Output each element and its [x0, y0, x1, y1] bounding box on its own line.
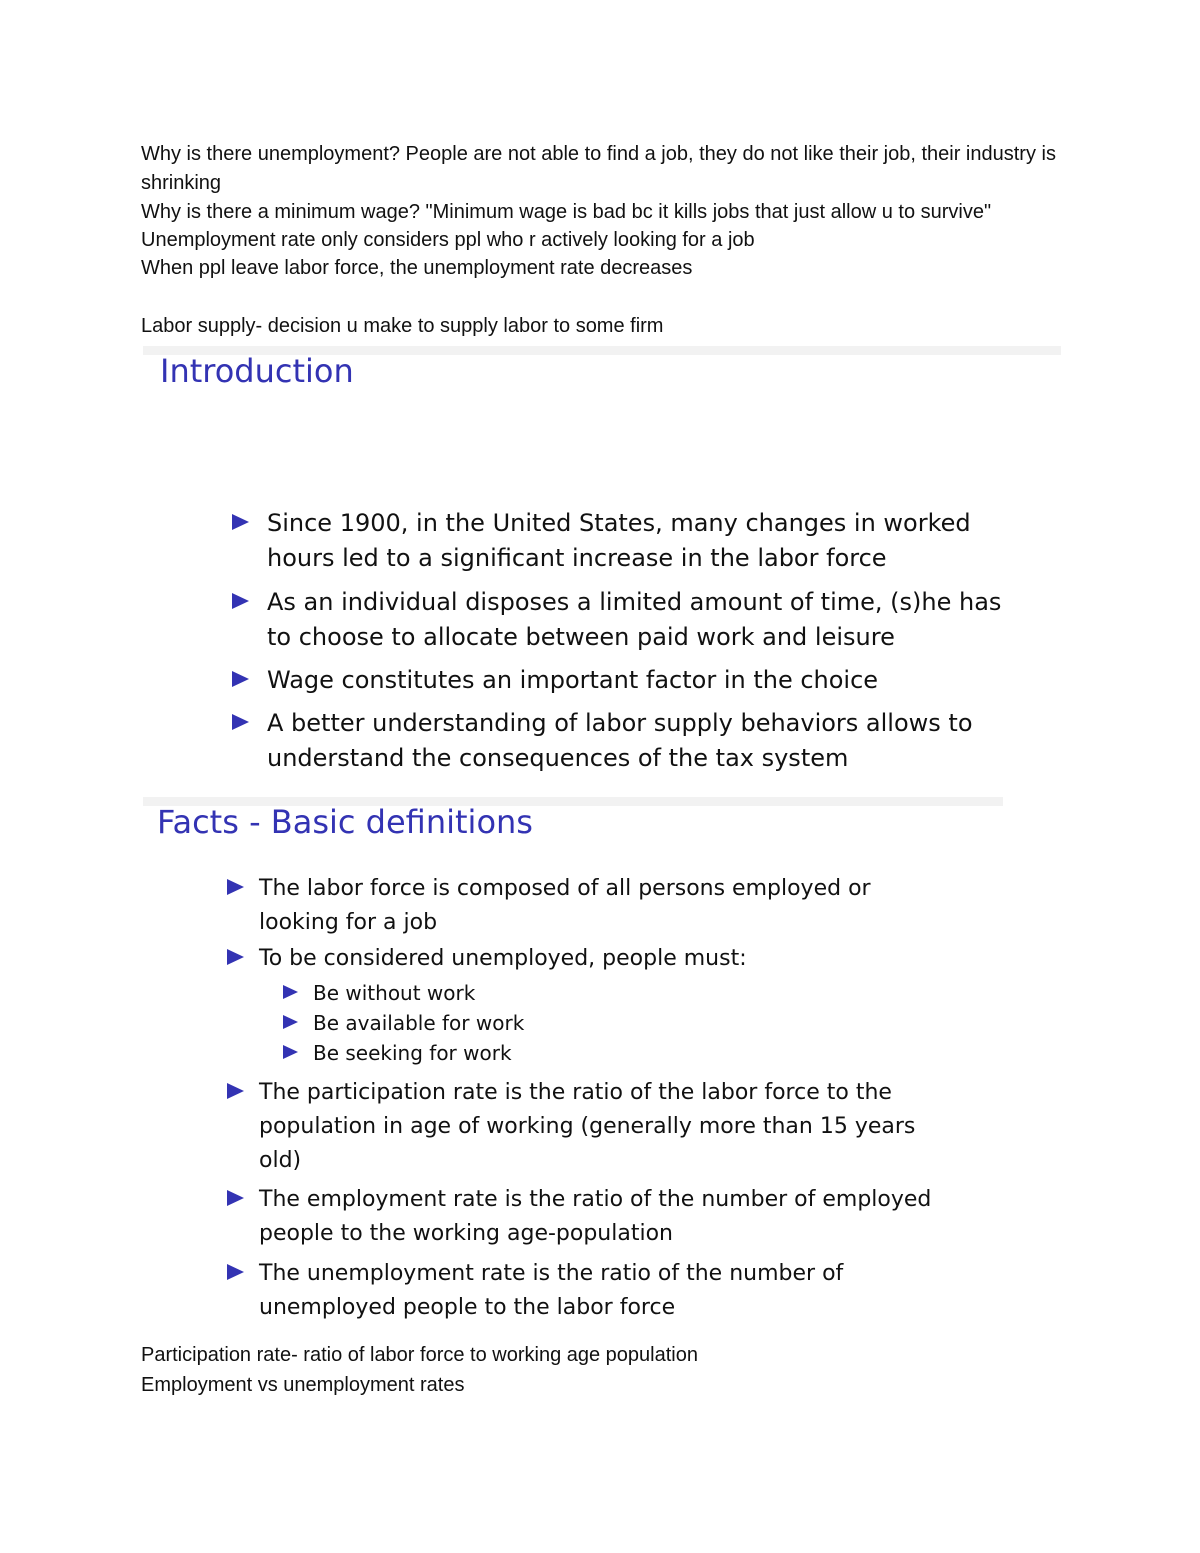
bullet-triangle-icon	[232, 593, 249, 609]
sub-bullet-triangle-icon	[283, 1015, 298, 1029]
slide-bullet: To be considered unemployed, people must:	[259, 946, 747, 971]
sub-bullet-triangle-icon	[283, 1045, 298, 1059]
slide-sub-bullet: Be available for work	[313, 1011, 525, 1035]
bullet-triangle-icon	[232, 714, 249, 730]
slide-title: Facts - Basic definitions	[157, 803, 533, 841]
note-line: Participation rate- ratio of labor force to working age population	[141, 1344, 698, 1366]
note-line: Why is there unemployment? People are not able to find a job, they do not like their job, their industry is shrinking	[141, 143, 1056, 194]
bullet-triangle-icon	[232, 514, 249, 530]
note-line: Unemployment rate only considers ppl who r actively looking for a job	[141, 229, 755, 251]
bullet-triangle-icon	[227, 949, 244, 965]
note-line: Labor supply- decision u make to supply labor to some firm	[141, 315, 664, 337]
note-line: Employment vs unemployment rates	[141, 1374, 465, 1396]
slide-sub-bullet: Be without work	[313, 981, 476, 1005]
slide-bullet: Since 1900, in the United States, many changes in worked hours led to a significant increase in the labor force	[267, 509, 971, 572]
slide-bullet: The labor force is composed of all persons employed or looking for a job	[259, 876, 871, 935]
slide-bullet: The employment rate is the ratio of the number of employed people to the working age-population	[259, 1187, 932, 1246]
bullet-triangle-icon	[227, 1190, 244, 1206]
slide-title: Introduction	[160, 352, 354, 390]
slide-bullet: As an individual disposes a limited amount of time, (s)he has to choose to allocate between paid work and leisure	[267, 588, 1002, 651]
slide-sub-bullet: Be seeking for work	[313, 1041, 512, 1065]
note-line: When ppl leave labor force, the unemployment rate decreases	[141, 257, 693, 279]
slide-bullet: The unemployment rate is the ratio of the number of unemployed people to the labor force	[259, 1261, 844, 1320]
bullet-triangle-icon	[227, 879, 244, 895]
note-line: Why is there a minimum wage? "Minimum wage is bad bc it kills jobs that just allow u to survive"	[141, 201, 992, 223]
slide-bullet: Wage constitutes an important factor in the choice	[267, 666, 879, 694]
slide-bullet: A better understanding of labor supply behaviors allows to understand the consequences of the tax system	[267, 709, 973, 772]
bullet-triangle-icon	[232, 671, 249, 687]
bullet-triangle-icon	[227, 1264, 244, 1280]
slide-bullet: The participation rate is the ratio of the labor force to the population in age of working (generally more than 15 years old)	[259, 1080, 916, 1173]
bullet-triangle-icon	[227, 1083, 244, 1099]
sub-bullet-triangle-icon	[283, 985, 298, 999]
